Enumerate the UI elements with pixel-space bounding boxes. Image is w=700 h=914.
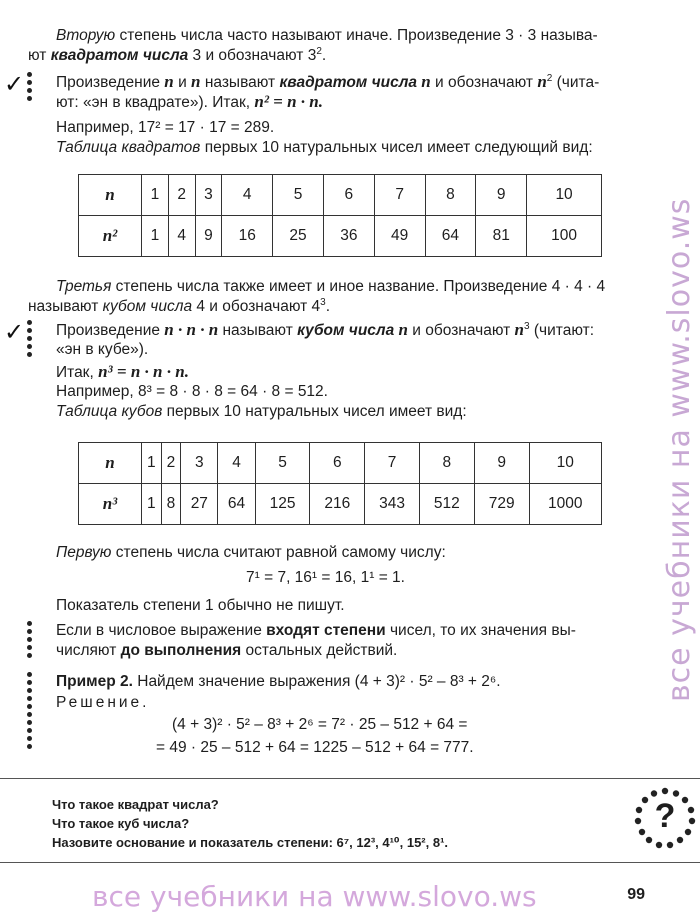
text-fragment: Третья	[56, 278, 112, 295]
table-cell: 1	[142, 443, 162, 484]
divider	[0, 778, 700, 779]
first-power-note: Показатель степени 1 обычно не пишут.	[56, 597, 345, 614]
text-fragment: степень числа считают равной самому числу:	[111, 544, 446, 561]
table-cell: 343	[365, 484, 420, 525]
table-cell: 3	[195, 175, 222, 216]
table-cell: 1	[142, 484, 162, 525]
example2-title: Пример 2.	[56, 673, 133, 690]
first-power-formula: 7¹ = 7, 16¹ = 16, 1¹ = 1.	[246, 569, 405, 586]
square-table-intro	[56, 138, 593, 158]
text-fragment: Если в числовое выражение	[56, 622, 267, 639]
text-fragment: числяют	[56, 642, 121, 659]
table-row	[79, 216, 602, 257]
text-fragment: называют	[218, 322, 298, 339]
term-square: квадратом числа	[50, 47, 189, 64]
term-before-bold: до выполнения	[120, 642, 242, 659]
text-fragment: первых 10 натуральных чисел имеет вид:	[162, 403, 467, 420]
square-formula: n² = n · n.	[254, 92, 324, 111]
table-header-cell: n²	[79, 216, 142, 257]
cube-intro-line-2	[28, 297, 330, 317]
cube-rule-line-3	[56, 362, 189, 383]
table-cell: 4	[222, 175, 273, 216]
margin-dots-icon	[27, 672, 33, 752]
table-row	[79, 175, 602, 216]
table-row	[79, 484, 602, 525]
text-fragment: называют	[28, 298, 103, 315]
table-cell: 64	[218, 484, 255, 525]
watermark-bottom: все учебники на www.slovo.ws	[92, 880, 537, 913]
table-cell: 10	[527, 175, 602, 216]
variable-n: n	[398, 320, 408, 339]
table-cell: 49	[374, 216, 425, 257]
text-fragment: первых 10 натуральных чисел имеет следующий вид:	[200, 139, 593, 156]
table-cell: 27	[181, 484, 218, 525]
order-rule-line-2	[56, 641, 397, 661]
table-cell: 4	[218, 443, 255, 484]
example2-solution-label: Решение.	[56, 694, 150, 711]
text-fragment: Таблица квадратов	[56, 139, 201, 156]
table-header-cell: n	[79, 175, 142, 216]
example2-calc-line-2: = 49 · 25 – 512 + 64 = 1225 – 512 + 64 = 777.	[156, 739, 474, 756]
text-fragment: и обозначают	[430, 74, 538, 91]
table-cell: 64	[425, 216, 476, 257]
example2-title-line	[56, 672, 501, 692]
superscript: 2	[316, 46, 322, 57]
square-rule-line-2	[56, 92, 323, 113]
question-3: Назовите основание и показатель степени: 6⁷, 12³, 4¹⁰, 15², 8¹.	[52, 835, 449, 850]
text-fragment: и	[173, 74, 192, 91]
text-fragment: ют	[28, 47, 51, 64]
table-cell: 25	[273, 216, 324, 257]
text-fragment: Вторую	[56, 27, 116, 44]
table-cell: 8	[419, 443, 474, 484]
text-fragment: (чита-	[552, 74, 600, 91]
text-fragment: степень числа часто называют иначе. Произведение 3 · 3 называ-	[115, 27, 598, 44]
term-square-bold: квадратом числа	[279, 74, 417, 91]
cube-example: Например, 8³ = 8 · 8 · 8 = 64 · 8 = 512.	[56, 383, 328, 400]
text-fragment: Итак,	[56, 364, 99, 381]
cube-intro-line-1	[56, 277, 605, 297]
table-cell: 6	[310, 443, 365, 484]
check-icon: ✓	[4, 318, 25, 346]
term-cube: кубом числа	[102, 298, 193, 315]
square-intro-line-1	[56, 26, 598, 46]
first-power-line	[56, 543, 446, 563]
text-fragment: (читают:	[529, 322, 595, 339]
cube-expression: n · n · n	[164, 320, 219, 339]
text-fragment: Первую	[56, 544, 112, 561]
text-fragment: остальных действий.	[241, 642, 398, 659]
table-cell: 3	[181, 443, 218, 484]
table-cell: 216	[310, 484, 365, 525]
text-fragment: называют	[200, 74, 280, 91]
superscript: 3	[320, 297, 326, 308]
table-cell: 9	[195, 216, 222, 257]
square-rule-line-1	[56, 72, 599, 93]
table-cell: 10	[529, 443, 601, 484]
table-cell: 2	[168, 175, 195, 216]
table-cell: 2	[161, 443, 181, 484]
variable-n: n	[191, 72, 201, 91]
example2-task: Найдем значение выражения (4 + 3)² · 5² – 8³ + 2⁶.	[132, 673, 501, 690]
table-cell: 9	[474, 443, 529, 484]
margin-dots-icon	[27, 621, 33, 661]
table-cell: 5	[273, 175, 324, 216]
table-cell: 1000	[529, 484, 601, 525]
variable-n: n	[514, 320, 525, 339]
page-number: 99	[627, 886, 645, 903]
variable-n: n	[421, 72, 431, 91]
cube-rule-line-1	[56, 320, 594, 341]
question-2: Что такое куб числа?	[52, 816, 190, 831]
table-cell: 5	[255, 443, 310, 484]
superscript: 2	[546, 73, 553, 84]
text-fragment: степень числа также имеет и иное название. Произведение 4 · 4 · 4	[111, 278, 606, 295]
table-header-cell: n³	[79, 484, 142, 525]
table-cell: 7	[374, 175, 425, 216]
text-fragment: Таблица кубов	[56, 403, 163, 420]
text-fragment: 4 и обозначают 4	[192, 298, 321, 315]
table-cell: 1	[142, 175, 169, 216]
text-fragment: Произведение	[56, 74, 165, 91]
table-cell: 8	[425, 175, 476, 216]
table-cell: 9	[476, 175, 527, 216]
term-powers-bold: входят степени	[266, 622, 386, 639]
text-fragment: 3 и обозначают 3	[188, 47, 317, 64]
text-fragment: чисел, то их значения вы-	[385, 622, 576, 639]
table-cell: 729	[474, 484, 529, 525]
squares-table	[78, 174, 602, 257]
table-cell: 81	[476, 216, 527, 257]
square-intro-line-2	[28, 46, 326, 66]
example2-calc-line-1: (4 + 3)² · 5² – 8³ + 2⁶ = 7² · 25 – 512 + 64 =	[172, 716, 468, 733]
divider	[0, 862, 700, 863]
cube-table-intro	[56, 402, 467, 422]
table-header-cell: n	[79, 443, 142, 484]
question-mark: ?	[654, 797, 676, 835]
check-icon: ✓	[4, 70, 25, 98]
variable-n: n	[537, 72, 547, 91]
question-1: Что такое квадрат числа?	[52, 797, 219, 812]
cube-rule-line-2: «эн в кубе»).	[56, 341, 149, 358]
order-rule-line-1	[56, 621, 576, 641]
margin-dots-icon	[27, 72, 33, 104]
cube-formula: n³ = n · n · n.	[98, 362, 189, 381]
square-example: Например, 17² = 17 · 17 = 289.	[56, 119, 275, 136]
table-cell: 6	[323, 175, 374, 216]
table-cell: 7	[365, 443, 420, 484]
cubes-table	[78, 442, 602, 525]
text-fragment: ют: «эн в квадрате»). Итак,	[56, 94, 255, 111]
table-cell: 512	[419, 484, 474, 525]
text-fragment: и обозначают	[407, 322, 515, 339]
table-cell: 36	[323, 216, 374, 257]
superscript: 3	[524, 321, 530, 332]
table-cell: 100	[527, 216, 602, 257]
text-fragment: .	[325, 298, 331, 315]
table-row	[79, 443, 602, 484]
margin-dots-icon	[27, 320, 33, 360]
term-cube-bold: кубом числа	[297, 322, 395, 339]
text-fragment: .	[321, 47, 327, 64]
table-cell: 125	[255, 484, 310, 525]
table-cell: 16	[222, 216, 273, 257]
table-cell: 1	[142, 216, 169, 257]
watermark-vertical: все учебники на www.slovo.ws	[662, 197, 697, 703]
variable-n: n	[164, 72, 174, 91]
table-cell: 4	[168, 216, 195, 257]
table-cell: 8	[161, 484, 181, 525]
text-fragment: Произведение	[56, 322, 165, 339]
